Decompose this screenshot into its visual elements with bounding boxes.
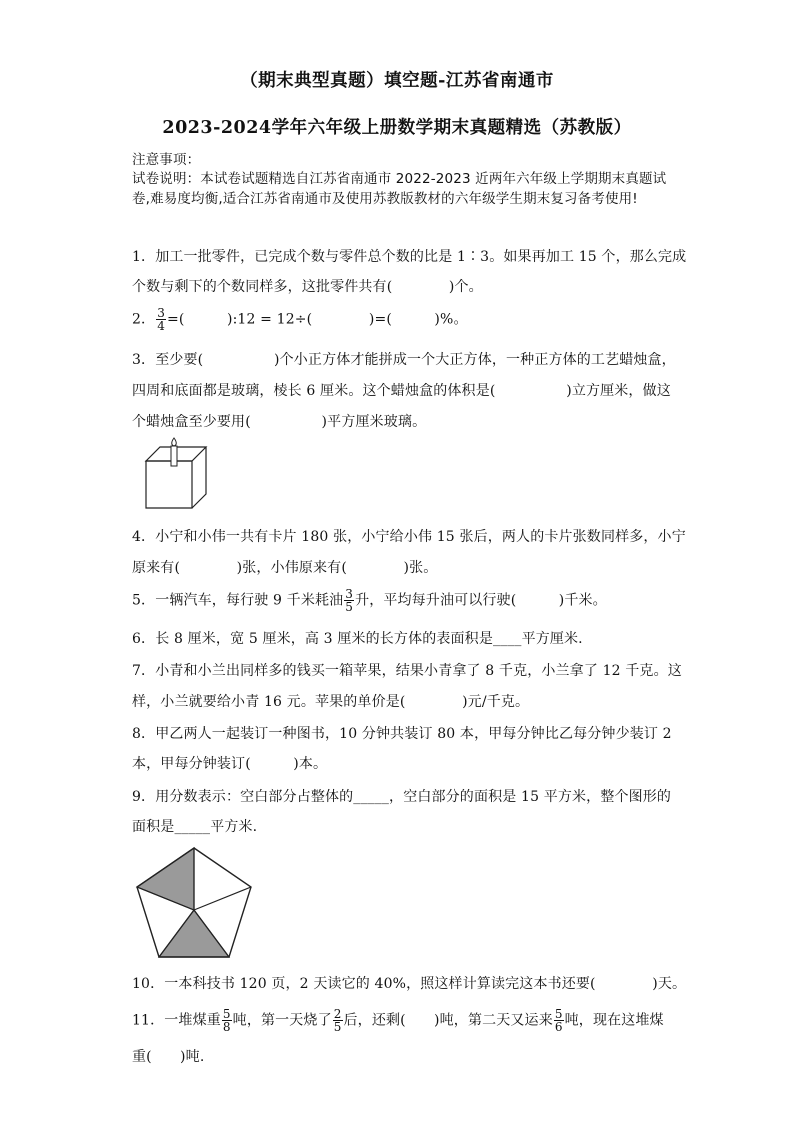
q5-prefix: 5．一辆汽车，每行驶 9 千米耗油 — [132, 592, 344, 609]
q5-fraction — [344, 588, 354, 613]
q8-line2: 本，甲每分钟装订( )本。 — [132, 756, 328, 772]
notes-label: 注意事项： — [132, 152, 201, 168]
q4-line2: 原来有( )张，小伟原来有( )张。 — [132, 560, 438, 576]
q4-line1: 4．小宁和小伟一共有卡片 180 张，小宁给小伟 15 张后，两人的卡片张数同样多，小宁 — [132, 529, 686, 545]
q11-line2: 重( )吨. — [132, 1049, 205, 1065]
candle-box-cube-figure — [140, 436, 212, 512]
q2-rest: =( ):12 = 12÷( )=( )%。 — [167, 311, 468, 328]
q5-line — [132, 588, 607, 613]
q9-line1: 9．用分数表示：空白部分占整体的_____，空白部分的面积是 15 平方米，整个图形的 — [132, 789, 672, 805]
pentagon-figure — [128, 842, 260, 962]
exam-title-line2: 2023-2024学年六年级上册数学期末真题精选（苏教版） — [162, 118, 632, 138]
q11-part3: 后，还剩( )吨，第二天又运来 — [343, 1012, 553, 1029]
q1-line2: 个数与剩下的个数同样多，这批零件共有( )个。 — [132, 279, 483, 295]
q11-f2-num: 2 — [333, 1007, 342, 1021]
q5-frac-den: 5 — [345, 600, 354, 614]
q3-line1: 3．至少要( )个小正方体才能拼成一个大正方体，一种正方体的工艺蜡烛盒， — [132, 352, 676, 368]
q11-part2: 吨，第一天烧了 — [232, 1012, 332, 1029]
q11-line1 — [132, 1008, 664, 1033]
q11-fraction-2 — [333, 1008, 343, 1033]
q1-line1: 1．加工一批零件，已完成个数与零件总个数的比是 1∶3。如果再加工 15 个，那么完成 — [132, 249, 687, 265]
q2-frac-den: 4 — [157, 319, 166, 333]
q11-f1-num: 5 — [222, 1007, 231, 1021]
q5-frac-num: 3 — [345, 587, 354, 601]
notes-line2: 卷,难易度均衡,适合江苏省南通市及使用苏教版教材的六年级学生期末复习备考使用! — [132, 191, 638, 207]
q3-line3: 个蜡烛盒至少要用( )平方厘米玻璃。 — [132, 414, 427, 430]
q11-f3-den: 6 — [554, 1020, 563, 1034]
q8-line1: 8．甲乙两人一起装订一种图书，10 分钟共装订 80 本，甲每分钟比乙每分钟少装订 2 — [132, 726, 672, 742]
q3-line2: 四周和底面都是玻璃，棱长 6 厘米。这个蜡烛盒的体积是( )立方厘米，做这 — [132, 383, 671, 399]
q7-line2: 样，小兰就要给小青 16 元。苹果的单价是( )元/千克。 — [132, 694, 530, 710]
q10-line1: 10．一本科技书 120 页，2 天读它的 40%，照这样计算读完这本书还要( )天。 — [132, 976, 687, 992]
q2-frac-num: 3 — [157, 306, 166, 320]
q11-fraction-3 — [554, 1008, 564, 1033]
q11-fraction-1 — [222, 1008, 232, 1033]
q11-f1-den: 8 — [222, 1020, 231, 1034]
q6-line1: 6．长 8 厘米，宽 5 厘米，高 3 厘米的长方体的表面积是____平方厘米. — [132, 631, 583, 647]
q2-line — [132, 307, 468, 332]
pentagon-shaded-upper-left — [137, 848, 194, 910]
q11-f2-den: 5 — [333, 1020, 342, 1034]
q7-line1: 7．小青和小兰出同样多的钱买一箱苹果，结果小青拿了 8 千克，小兰拿了 12 千克。这 — [132, 663, 682, 679]
q11-part4: 吨，现在这堆煤 — [564, 1012, 664, 1029]
q5-rest: 升，平均每升油可以行驶( )千米。 — [355, 592, 607, 609]
notes-line1: 试卷说明：本试卷试题精选自江苏省南通市 2022-2023 近两年六年级上学期期末真题试 — [132, 171, 667, 187]
q11-f3-num: 5 — [554, 1007, 563, 1021]
pentagon-shaded-bottom — [159, 910, 229, 957]
q2-prefix: 2． — [132, 311, 156, 328]
q2-fraction — [156, 307, 166, 332]
q11-part1: 11．一堆煤重 — [132, 1012, 221, 1029]
exam-title-line1: （期末典型真题）填空题-江苏省南通市 — [240, 71, 554, 91]
q9-line2: 面积是_____平方米. — [132, 819, 258, 835]
